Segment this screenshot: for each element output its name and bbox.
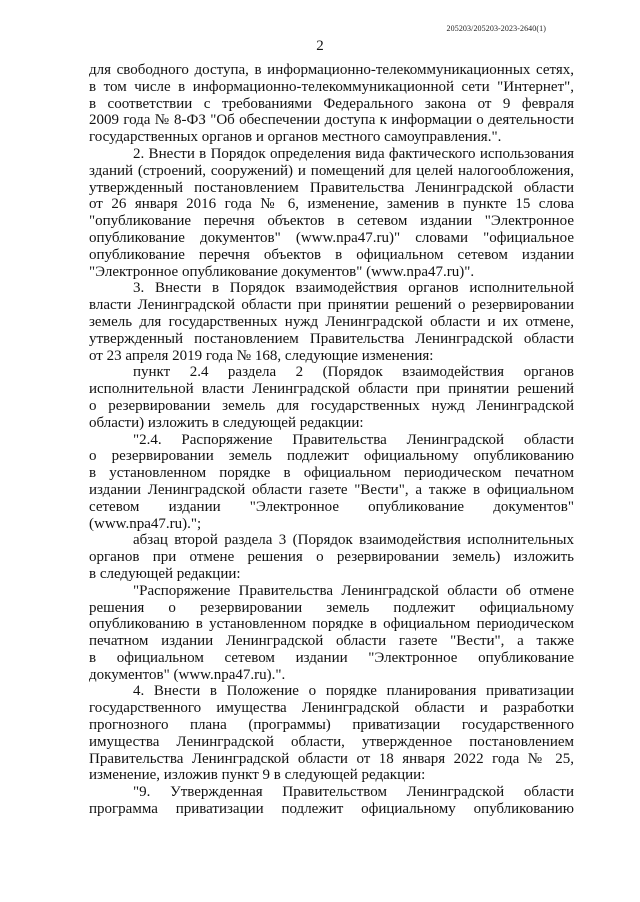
text-line: о резервировании земель подлежит официальному опубликованию: [89, 448, 574, 465]
text-line: опубликованию в установленном порядке в официальном периодическом: [89, 616, 574, 633]
text-line: абзац второй раздела 3 (Порядок взаимодействия исполнительных: [133, 532, 574, 549]
text-line: "2.4. Распоряжение Правительства Ленинградской области: [133, 431, 574, 448]
text-line: органов при отмене решения о резервировании земель) изложить: [89, 549, 574, 566]
text-line: области) изложить в следующей редакции:: [89, 414, 364, 431]
text-line: прогнозного плана (программы) приватизации государственного: [89, 717, 574, 734]
text-line: от 23 апреля 2019 года № 168, следующие изменения:: [89, 347, 434, 364]
document-id: 205203/205203-2023-2640(1): [446, 24, 546, 33]
text-line: решения о резервировании земель подлежит официальному: [89, 599, 574, 616]
text-line: о резервировании земель для государственных нужд Ленинградской: [89, 397, 574, 414]
text-line: "9. Утвержденная Правительством Ленинградской области: [133, 784, 574, 801]
text-line: 2. Внести в Порядок определения вида фактического использования: [133, 145, 574, 162]
text-line: опубликование перечня объектов в официальном сетевом издании: [89, 246, 574, 263]
text-line: имущества Ленинградской области, утвержденное постановлением: [89, 733, 574, 750]
text-line: 4. Внести в Положение о порядке планирования приватизации: [133, 683, 574, 700]
text-line: (www.npa47.ru).";: [89, 515, 202, 532]
text-line: 2009 года № 8-ФЗ "Об обеспечении доступа к информации о деятельности: [89, 112, 574, 129]
text-line: 3. Внести в Порядок взаимодействия органов исполнительной: [133, 280, 574, 297]
text-line: в установленном порядке в официальном периодическом печатном: [89, 465, 574, 482]
text-line: пункт 2.4 раздела 2 (Порядок взаимодействия органов: [133, 364, 574, 381]
text-line: земель для государственных нужд Ленинградской области и их отмене,: [89, 313, 574, 330]
text-line: государственных органов и органов местного самоуправления.".: [89, 129, 502, 146]
page-number: 2: [316, 38, 324, 54]
text-line: в соответствии с требованиями Федерального закона от 9 февраля: [89, 95, 574, 112]
text-line: от 26 января 2016 года № 6, изменение, заменив в пункте 15 слова: [89, 196, 574, 213]
text-line: печатном издании Ленинградской области газете "Вести", а также: [89, 633, 574, 650]
text-line: зданий (строений, сооружений) и помещений для целей налогообложения,: [89, 162, 574, 179]
text-line: издании Ленинградской области газете "Вести", а также в официальном: [89, 481, 574, 498]
text-line: программа приватизации подлежит официальному опубликованию: [89, 801, 574, 818]
text-line: изменение, изложив пункт 9 в следующей редакции:: [89, 767, 426, 784]
text-line: в официальном сетевом издании "Электронное опубликование: [89, 649, 574, 666]
text-line: для свободного доступа, в информационно-телекоммуникационных сетях,: [89, 62, 574, 78]
text-line: опубликование документов" (www.npa47.ru)" словами "официальное: [89, 229, 574, 246]
text-line: "Распоряжение Правительства Ленинградской области об отмене: [133, 582, 574, 599]
text-line: государственного имущества Ленинградской области и разработки: [89, 700, 574, 717]
text-line: "опубликование перечня объектов в сетевом издании "Электронное: [89, 213, 574, 230]
text-line: "Электронное опубликование документов" (www.npa47.ru)".: [89, 263, 475, 280]
text-line: сетевом издании "Электронное опубликование документов": [89, 498, 574, 515]
text-line: утвержденный постановлением Правительства Ленинградской области: [89, 330, 574, 347]
text-line: власти Ленинградской области при принятии решений о резервировании: [89, 297, 574, 314]
document-body: [89, 62, 574, 818]
text-line: утвержденный постановлением Правительства Ленинградской области: [89, 179, 574, 196]
text-line: исполнительной власти Ленинградской области при принятии решений: [89, 381, 574, 398]
text-line: в следующей редакции:: [89, 565, 241, 582]
text-line: Правительства Ленинградской области от 18 января 2022 года № 25,: [89, 750, 574, 767]
text-line: документов" (www.npa47.ru).".: [89, 666, 286, 683]
text-line: в том числе в информационно-телекоммуникационной сети "Интернет",: [89, 78, 574, 95]
